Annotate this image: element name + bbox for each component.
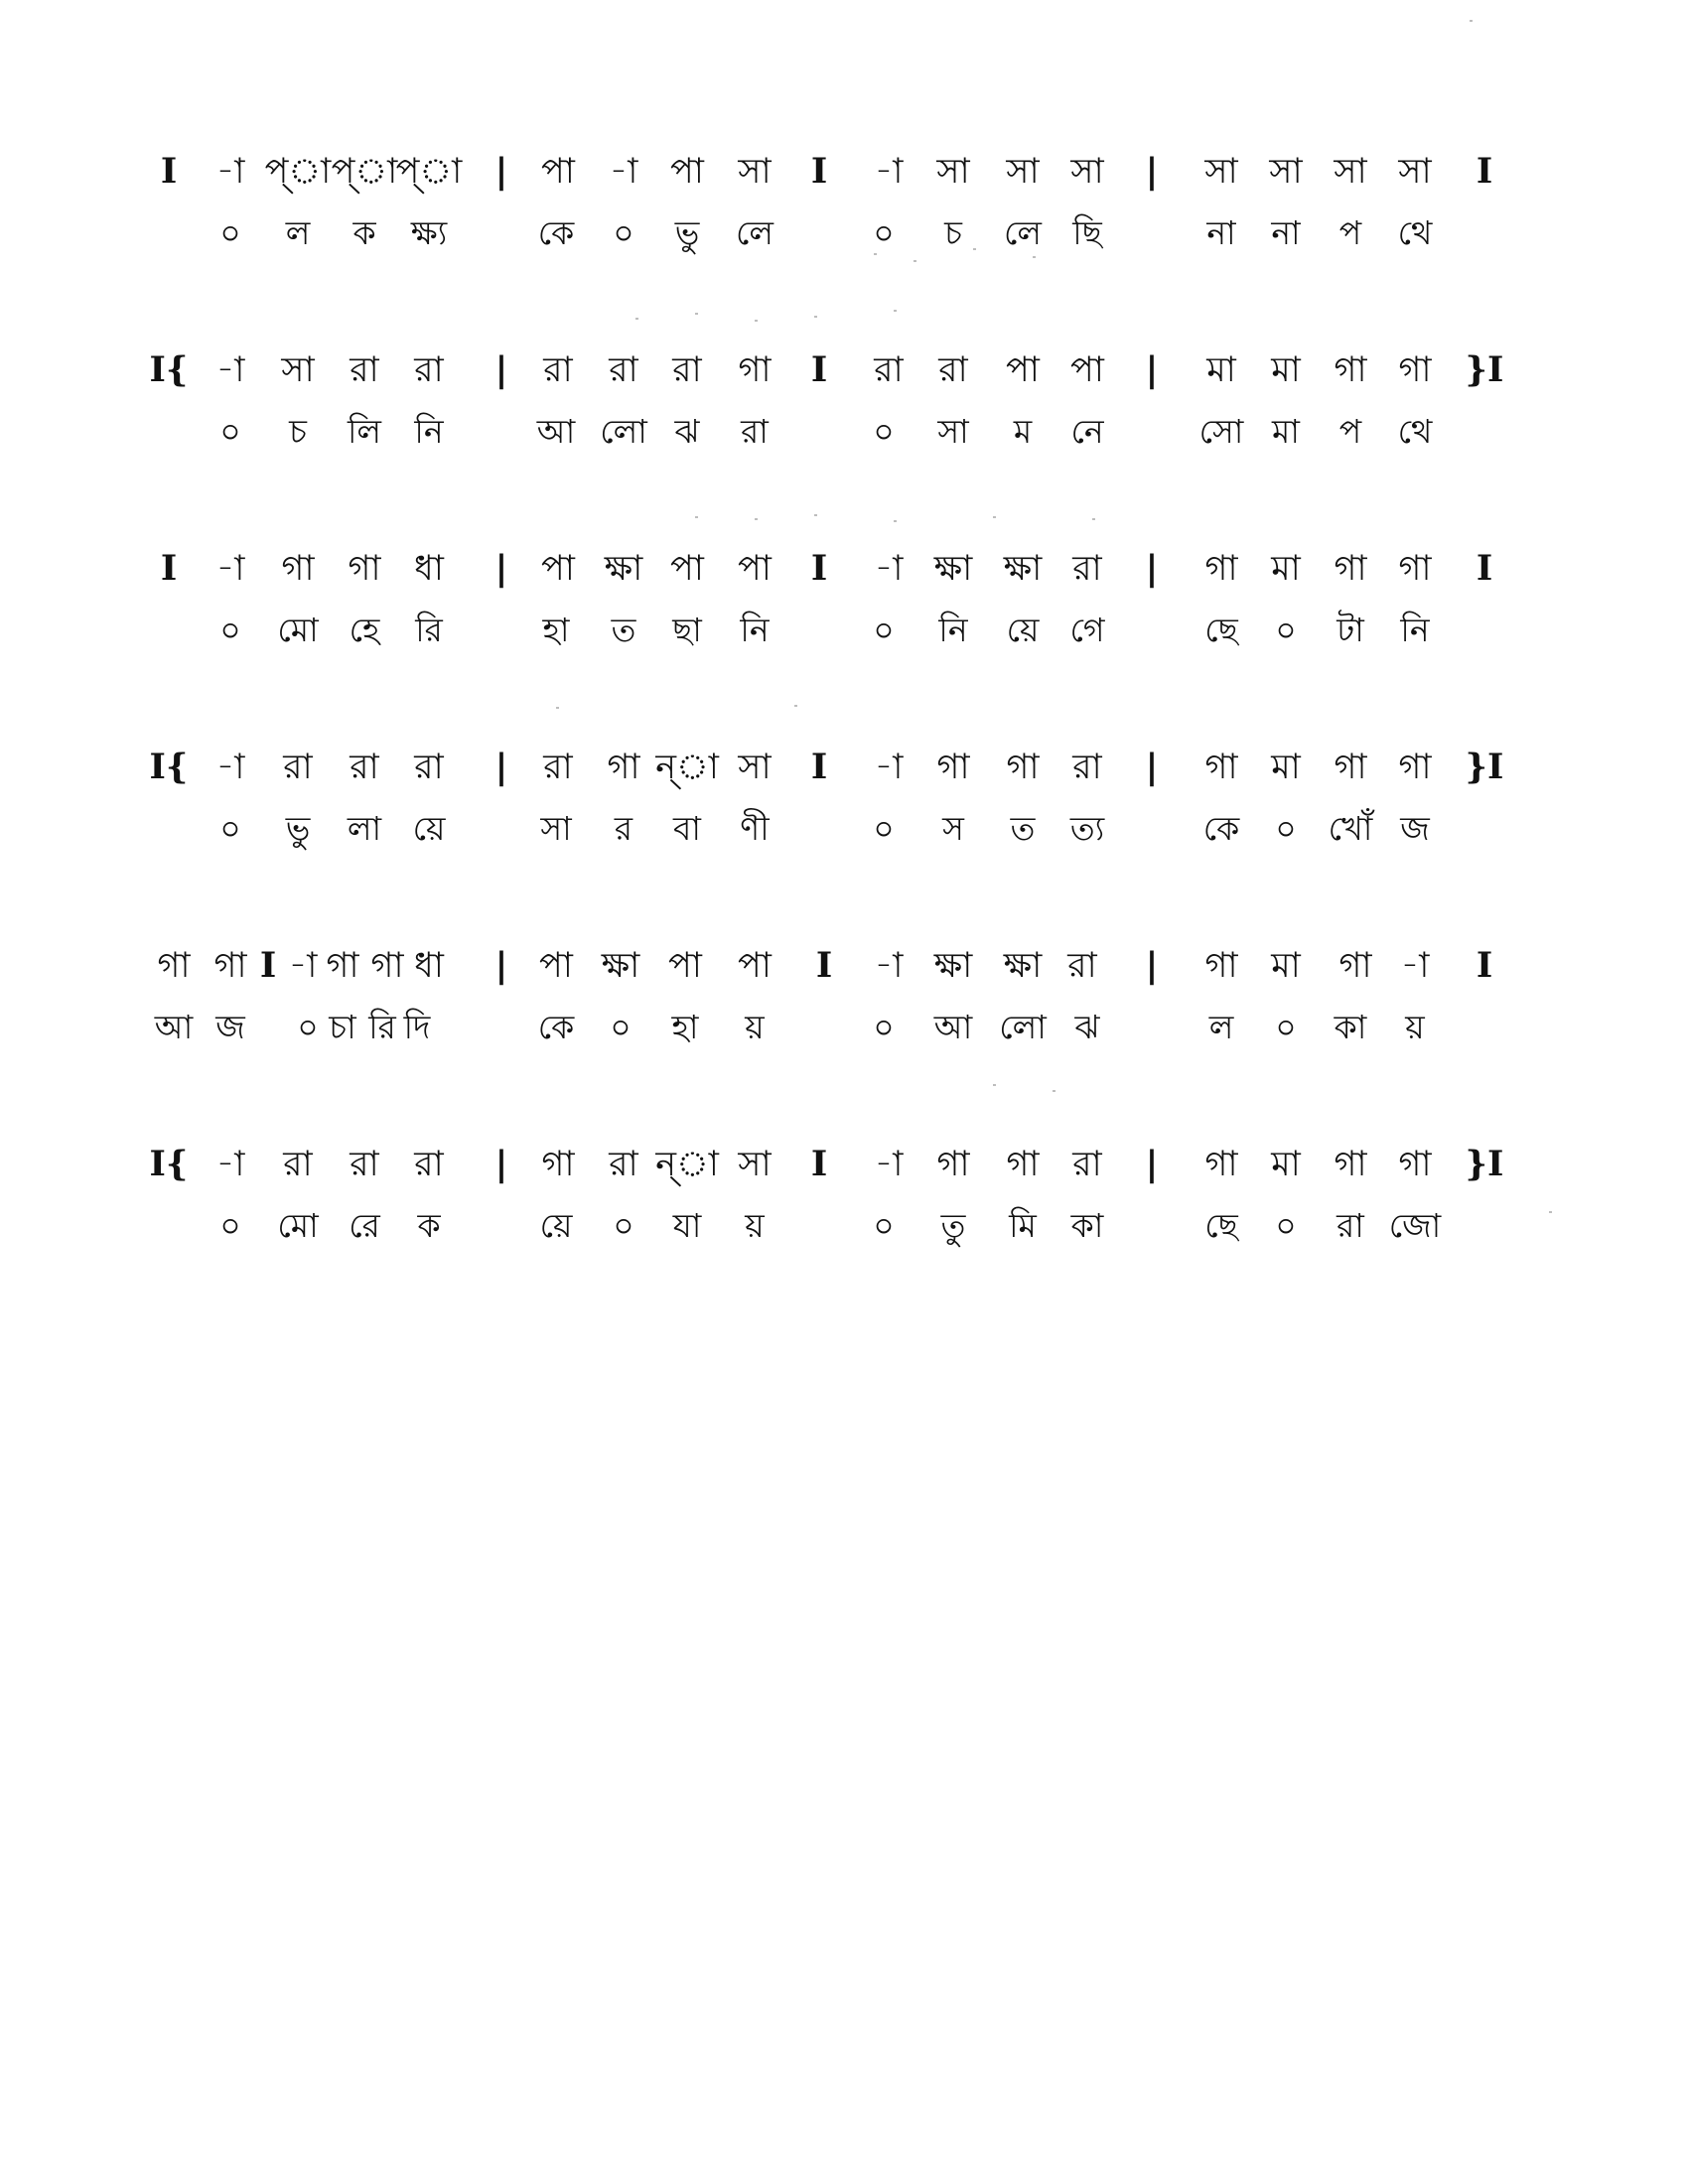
lyric-syllable: ম [1013,412,1033,451]
note: গা [1334,549,1367,589]
lyric-syllable: প [1338,412,1362,451]
bar-line-bar: I [810,151,828,192]
bar-line-divider: | [494,1144,508,1184]
note: গা [213,946,247,986]
lyric-syllable: লে [1004,213,1042,252]
note: রা [350,350,379,390]
lyric-syllable: ছে [1204,1206,1238,1245]
lyric-syllable: চ [944,213,962,252]
note: মা [1271,549,1301,589]
bar-line-bar: I [815,945,833,986]
note: মা [1271,748,1301,787]
bar-line-bar: I [160,548,178,589]
scan-speck [894,520,897,522]
lyric-syllable: না [1271,213,1301,252]
lyric-syllable: সা [937,412,969,451]
note: ন্া [655,748,719,787]
note: গা [1398,1145,1432,1184]
note: মা [1271,946,1301,986]
lyric-syllable: আ [536,412,576,451]
bar-line-divider: | [494,349,508,390]
lyric-syllable: ত [1010,809,1036,848]
note: পা [1006,350,1040,390]
note: -া [874,946,904,986]
lyric-syllable: সো [1198,412,1244,451]
scan-speck [755,320,758,322]
lyric-syllable: য় [745,1008,765,1046]
lyric-syllable: ভু [674,213,700,252]
note: গা [607,748,640,787]
note: পা [668,946,702,986]
lyric-syllable: ০ [873,1206,895,1245]
note: মা [1271,1145,1301,1184]
lyric-syllable: তু [940,1206,966,1245]
lyric-syllable: লো [600,412,647,451]
note: গা [370,946,404,986]
lyric-syllable: ০ [219,1206,241,1245]
lyric-syllable: হা [542,611,570,649]
note: পা [541,549,575,589]
lyric-syllable: খোঁ [1328,809,1373,848]
lyric-syllable: কে [1202,809,1240,848]
bar-line-repeat-start: I{ [149,349,189,390]
lyric-syllable: প [1338,213,1362,252]
lyric-syllable: ছা [672,611,702,649]
lyric-syllable: জ [215,1008,245,1046]
note: রা [609,350,638,390]
note: পা [738,549,772,589]
lyric-syllable: দি [403,1008,431,1046]
note: গা [1204,748,1238,787]
note: সা [1204,152,1238,192]
lyric-syllable: ০ [613,213,634,252]
notes-line-5 [0,941,1688,991]
scan-speck [1033,256,1036,258]
note: -া [1400,946,1430,986]
lyric-syllable: রি [368,1008,396,1046]
scan-speck [556,707,559,709]
note: রা [1067,946,1097,986]
lyric-syllable: য় [1405,1008,1425,1046]
bar-line-bar: I [810,349,828,390]
note: সা [936,152,970,192]
notes-line-6 [0,1140,1688,1189]
lyric-syllable: থে [1397,213,1433,252]
lyric-syllable: আ [933,1008,973,1046]
scan-speck [1053,1090,1055,1092]
note: গা [1398,350,1432,390]
note: পা [738,946,772,986]
note: মা [1206,350,1236,390]
lyric-syllable: সা [540,809,572,848]
note: গা [326,946,359,986]
notes-line-1 [0,147,1688,197]
lyric-syllable: ০ [297,1008,319,1046]
note: -া [874,549,904,589]
lyric-syllable: বা [673,809,701,848]
bar-line-divider: | [1145,548,1159,589]
note: গা [1338,946,1372,986]
bar-line-bar: I [1476,945,1493,986]
bar-line-divider: | [494,945,508,986]
note: সা [1070,152,1104,192]
note: ক্ষা [1003,549,1043,589]
lyric-syllable: লে [736,213,774,252]
lyrics-line-2 [0,407,1688,457]
note: গা [541,1145,575,1184]
note: রা [283,748,313,787]
lyrics-line-5 [0,1003,1688,1052]
bar-line-bar: I [1476,151,1493,192]
note: ধা [414,549,444,589]
lyric-syllable: ত [611,611,636,649]
lyric-syllable: ত্য [1069,809,1105,848]
lyric-syllable: থে [1397,412,1433,451]
lyric-syllable: ঝ [674,412,700,451]
lyrics-line-4 [0,804,1688,854]
lyric-syllable: য়ে [539,1206,573,1245]
bar-line-repeat-end: }I [1465,747,1504,787]
lyric-syllable: ০ [219,412,241,451]
notes-line-3 [0,544,1688,594]
bar-line-divider: | [1145,151,1159,192]
lyric-syllable: রা [1336,1206,1364,1245]
lyric-syllable: ০ [1275,1008,1297,1046]
lyric-syllable: ০ [219,611,241,649]
note: মা [1271,350,1301,390]
note: গা [157,946,191,986]
lyric-syllable: ০ [873,1008,895,1046]
lyric-syllable: ০ [613,1206,634,1245]
note: রা [414,1145,444,1184]
lyric-syllable: য়ে [412,809,446,848]
lyric-syllable: ক [352,213,376,252]
lyric-syllable: রা [741,412,769,451]
note: রা [543,350,573,390]
lyric-syllable: লি [347,412,382,451]
scan-speck [695,516,698,518]
note: গা [1398,549,1432,589]
note: রা [414,350,444,390]
bar-line-repeat-start: I{ [149,1144,189,1184]
note: সা [738,152,772,192]
lyric-syllable: স [942,809,964,848]
note: -া [288,946,318,986]
note: সা [1334,152,1367,192]
note: পা [670,152,704,192]
note: ক্ষা [601,946,640,986]
lyric-syllable: কা [1334,1008,1367,1046]
lyric-syllable: না [1206,213,1236,252]
note: -া [874,1145,904,1184]
bar-line-bar: I [810,548,828,589]
lyric-syllable: গে [1069,611,1105,649]
lyric-syllable: মা [1272,412,1300,451]
note: পা [541,152,575,192]
note: -া [609,152,638,192]
note: রা [1072,1145,1102,1184]
note: রা [874,350,904,390]
note: -া [215,350,245,390]
lyric-syllable: নি [740,611,770,649]
bar-line-divider: | [494,747,508,787]
note: রা [283,1145,313,1184]
lyric-syllable: নি [1400,611,1430,649]
lyric-syllable: রে [349,1206,380,1245]
note: পা [670,549,704,589]
lyric-syllable: র [614,809,633,848]
lyric-syllable: মো [277,1206,319,1245]
scan-speck [874,253,877,255]
note: -া [215,152,245,192]
bar-line-repeat-end: }I [1465,1144,1504,1184]
note: পা [1070,350,1104,390]
lyric-syllable: য় [745,1206,765,1245]
note: রা [1072,549,1102,589]
note: রা [350,1145,379,1184]
notes-line-2 [0,345,1688,395]
lyric-syllable: ঝ [1074,1008,1100,1046]
lyric-syllable: ল [285,213,311,252]
lyric-syllable: ক [417,1206,441,1245]
lyric-syllable: জ [1400,809,1430,848]
note: গা [1204,946,1238,986]
scan-speck [993,1084,996,1086]
scan-speck [1092,518,1095,520]
lyric-syllable: ল [1208,1008,1234,1046]
lyric-syllable: ০ [1275,1206,1297,1245]
bar-line-bar: I [160,151,178,192]
note: পা [539,946,573,986]
note: ধা [414,946,444,986]
note: রা [414,748,444,787]
note: গা [1398,748,1432,787]
note: -া [874,152,904,192]
note: প্া [331,152,398,192]
note: সা [738,1145,772,1184]
bar-line-bar: I [259,945,277,986]
bar-line-repeat-end: }I [1465,349,1504,390]
bar-line-divider: | [494,548,508,589]
note: রা [1072,748,1102,787]
lyric-syllable: আ [154,1008,194,1046]
lyric-syllable: ০ [219,809,241,848]
note: রা [609,1145,638,1184]
lyric-syllable: নে [1070,412,1104,451]
note: -া [874,748,904,787]
note: রা [672,350,702,390]
note: গা [348,549,381,589]
lyric-syllable: য়ে [1006,611,1040,649]
note: সা [738,748,772,787]
note: সা [281,350,315,390]
lyric-syllable: জো [1388,1206,1442,1245]
scan-speck [1549,1211,1552,1213]
note: ক্ষা [933,946,973,986]
lyric-syllable: যা [672,1206,702,1245]
note: গা [1334,350,1367,390]
bar-line-divider: | [1145,1144,1159,1184]
lyric-syllable: ০ [1275,611,1297,649]
lyric-syllable: ০ [219,213,241,252]
scan-speck [1470,20,1473,22]
note: গা [281,549,315,589]
scan-speck [814,514,817,516]
lyrics-line-6 [0,1201,1688,1251]
scan-speck [814,316,817,318]
note: ক্ষা [933,549,973,589]
note: রা [543,748,573,787]
lyric-syllable: নি [414,412,444,451]
note: প্া [264,152,332,192]
lyric-syllable: কা [1070,1206,1104,1245]
bar-line-divider: | [1145,349,1159,390]
lyric-syllable: চ [289,412,307,451]
scan-speck [973,248,976,250]
note: গা [1334,1145,1367,1184]
lyrics-line-3 [0,606,1688,655]
note: ক্ষা [604,549,643,589]
note: গা [1006,1145,1040,1184]
scan-speck [695,313,698,315]
note: ন্া [655,1145,719,1184]
scan-speck [755,518,758,520]
lyric-syllable: ০ [873,412,895,451]
lyric-syllable: কে [537,1008,575,1046]
lyric-syllable: মো [277,611,319,649]
note: গা [1204,549,1238,589]
bar-line-bar: I [810,747,828,787]
lyric-syllable: লা [347,809,382,848]
note: গা [738,350,772,390]
bar-line-bar: I [1476,548,1493,589]
scan-speck [794,705,797,707]
scan-speck [914,260,916,262]
lyric-syllable: ছি [1072,213,1102,252]
lyric-syllable: হে [349,611,380,649]
note: -া [215,748,245,787]
lyric-syllable: হা [671,1008,699,1046]
lyric-syllable: ০ [1275,809,1297,848]
bar-line-bar: I [810,1144,828,1184]
lyric-syllable: কে [537,213,575,252]
note: -া [215,1145,245,1184]
lyric-syllable: চা [329,1008,356,1046]
bar-line-divider: | [1145,747,1159,787]
bar-line-divider: | [1145,945,1159,986]
lyric-syllable: ০ [610,1008,632,1046]
note: রা [350,748,379,787]
note: -া [215,549,245,589]
note: সা [1006,152,1040,192]
lyric-syllable: লো [999,1008,1047,1046]
note: গা [1204,1145,1238,1184]
lyric-syllable: ০ [873,611,895,649]
lyric-syllable: টা [1336,611,1364,649]
notes-line-4 [0,743,1688,792]
lyric-syllable: ভু [285,809,311,848]
note: সা [1269,152,1303,192]
lyric-syllable: ০ [873,213,895,252]
lyric-syllable: ণী [740,809,770,848]
scan-speck [635,318,638,320]
note: গা [1006,748,1040,787]
lyrics-line-1 [0,208,1688,258]
note: ক্ষা [1003,946,1043,986]
lyric-syllable: রি [415,611,443,649]
note: গা [1334,748,1367,787]
lyric-syllable: নি [938,611,968,649]
note: গা [936,1145,970,1184]
scan-speck [993,516,996,518]
note: প্া [395,152,463,192]
note: গা [936,748,970,787]
scan-speck [894,310,897,312]
bar-line-divider: | [494,151,508,192]
lyric-syllable: ক্ষ্য [410,213,448,252]
note: রা [938,350,968,390]
lyric-syllable: মি [1009,1206,1037,1245]
bar-line-repeat-start: I{ [149,747,189,787]
lyric-syllable: ছে [1204,611,1238,649]
lyric-syllable: ০ [873,809,895,848]
note: সা [1398,152,1432,192]
